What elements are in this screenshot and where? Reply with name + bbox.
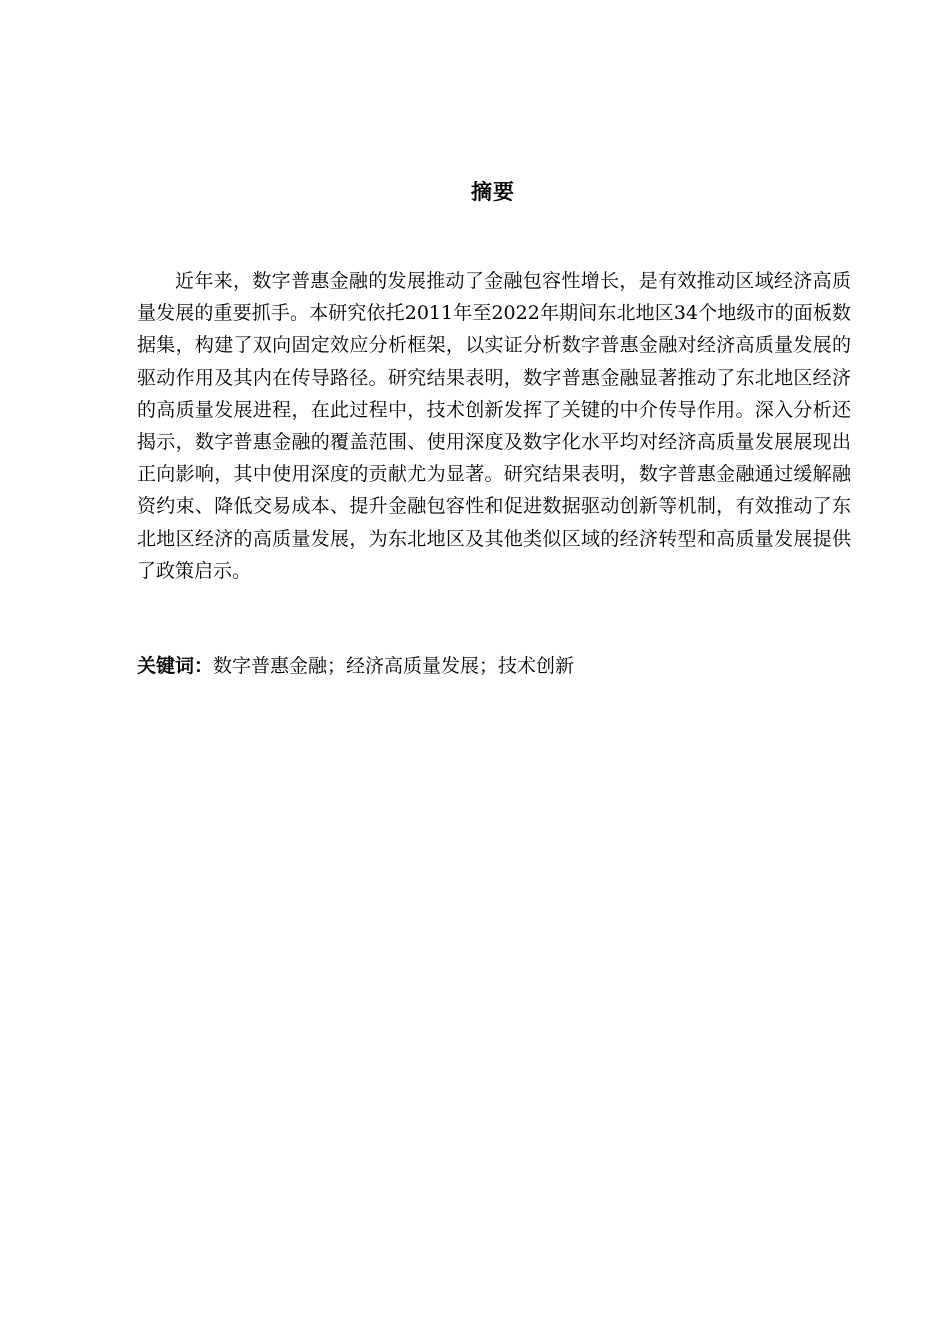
abstract-title: 摘要 [471,180,515,204]
keywords-line [137,650,851,682]
abstract-body: 近年来，数字普惠金融的发展推动了金融包容性增长，是有效推动区域经济高质量发展的重要抓手。本研究依托2011年至2022年期间东北地区34个地级市的面板数据集，构建了双向固定效应分析框架，以实证分析数字普惠金融对经济高质量发展的驱动作用及其内在传导路径。研究结果表明，数字普惠金融显著推动了东北地区经济的高质量发展进程，在此过程中，技术创新发挥了关键的中介传导作用。深入分析还揭示，数字普惠金融的覆盖范围、使用深度及数字化水平均对经济高质量发展展现出正向影响，其中使用深度的贡献尤为显著。研究结果表明，数字普惠金融通过缓解融资约束、降低交易成本、提升金融包容性和促进数据驱动创新等机制，有效推动了东北地区经济的高质量发展，为东北地区及其他类似区域的经济转型和高质量发展提供了政策启示。 [137,270,851,582]
keywords-text: 数字普惠金融；经济高质量发展；技术创新 [213,655,575,677]
keywords-label: 关键词： [137,655,214,677]
